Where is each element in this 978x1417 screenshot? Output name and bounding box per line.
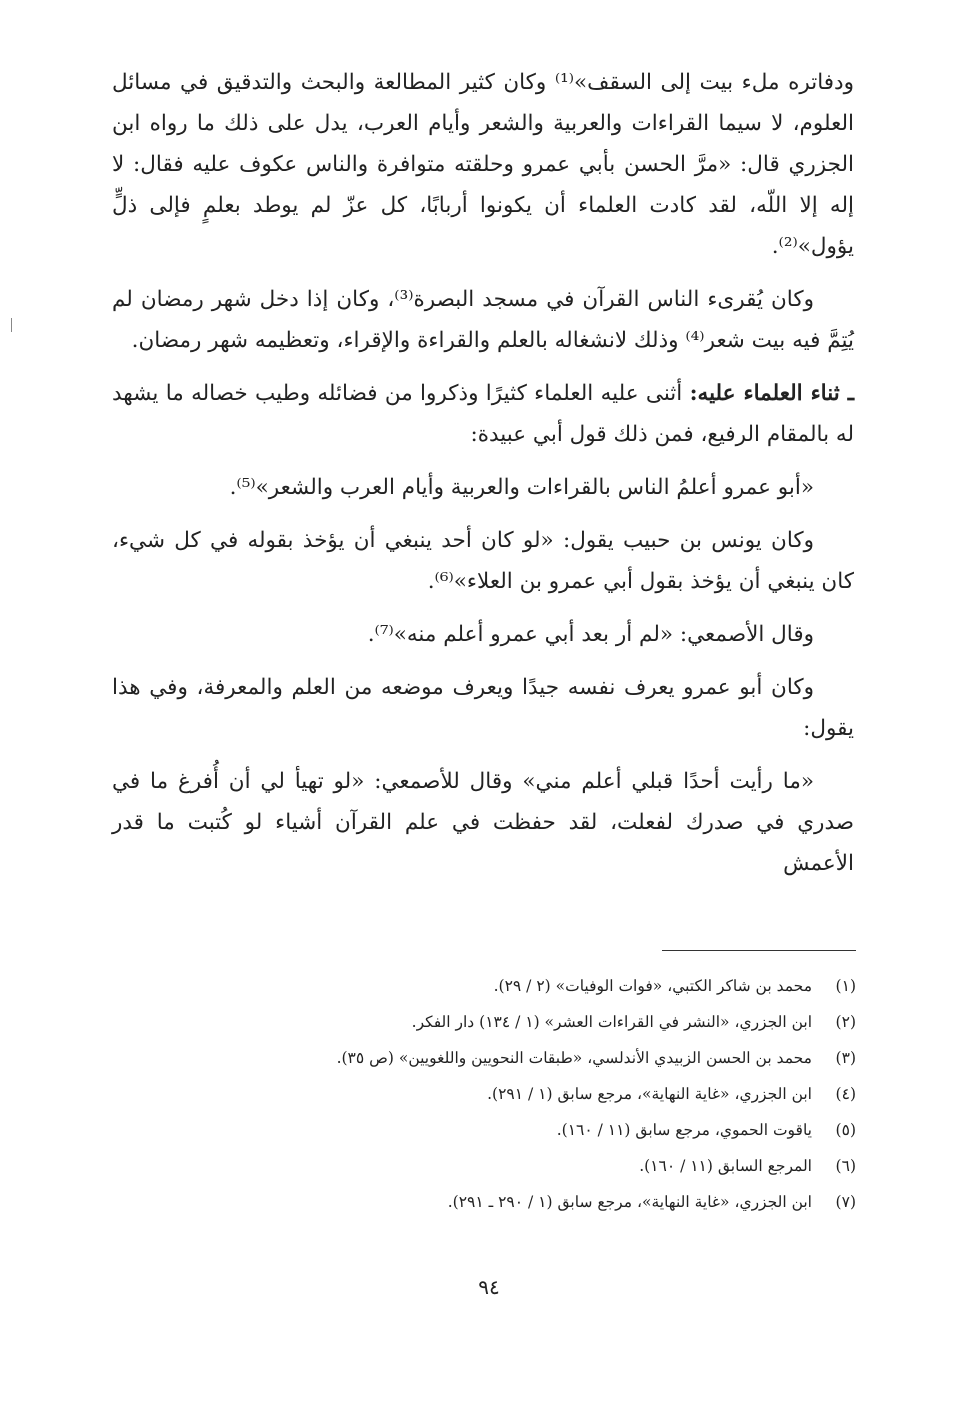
footnote-number: (١): [835, 977, 856, 995]
footnote-number: (٢): [835, 1013, 856, 1031]
footnote-number: (٧): [835, 1193, 856, 1211]
section-heading-inline: ـ ثناء العلماء عليه:: [689, 381, 854, 406]
paragraph-abu-amr: وكان أبو عمرو يعرف نفسه جيدًا ويعرف موضعه من العلم والمعرفة، وفي هذا يقول:: [112, 675, 854, 741]
paragraph-3-text: أثنى عليه العلماء كثيرًا وذكروا من فضائله وطيب خصاله ما يشهد له بالمقام الرفيع، فمن ذلك قول أبي عبيدة:: [112, 381, 854, 447]
paragraph-asmai: وقال الأصمعي: «لم أر بعد أبي عمرو أعلم منه»⁽⁷⁾.: [367, 622, 814, 647]
paragraph-2: وكان يُقرىء الناس القرآن في مسجد البصرة⁽³⁾، وكان إذا دخل شهر رمضان لم يُتِمَّ فيه بيت شعر⁽⁴⁾ وذلك لانشغاله بالعلم والقراءة والإقراء، وتعظيمه شهر رمضان.: [112, 287, 854, 353]
footnote: [200, 1076, 856, 1112]
main-text: [112, 62, 854, 884]
footnote-text: ياقوت الحموي، مرجع سابق (١١ / ١٦٠).: [556, 1121, 812, 1139]
paragraph-3: [112, 373, 854, 455]
footnote: [200, 1112, 856, 1148]
page-number: ٩٤: [478, 1275, 500, 1299]
footnote: [200, 1184, 856, 1220]
quote-abu-ubayda: «أبو عمرو أعلمُ الناس بالقراءات والعربية وأيام العرب والشعر»⁽⁵⁾.: [229, 475, 814, 500]
paragraph-1: ودفاتره ملء بيت إلى السقف»⁽¹⁾ وكان كثير المطالعة والبحث والتدقيق في مسائل العلوم، لا سيما القراءات والعربية والشعر وأيام العرب، يدل على ذلك ما رواه ابن الجزري قال: «مرَّ الحسن بأبي عمرو وحلقته متوافرة والناس عكوف عليه فقال: لا إله إلا اللّه، لقد كادت العلماء أن يكونوا أربابًا، كل عزّ لم يوطد بعلمٍ فإلى ذلٍّ يؤول»⁽²⁾.: [112, 70, 854, 259]
footnote: [200, 1004, 856, 1040]
footnote-text: المرجع السابق (١١ / ١٦٠).: [639, 1157, 812, 1175]
footnote-text: ابن الجزري، «غاية النهاية»، مرجع سابق (١ / ٢٩٠ ـ ٢٩١).: [447, 1193, 812, 1211]
footnote: [200, 968, 856, 1004]
paragraph-yunus: وكان يونس بن حبيب يقول: «لو كان أحد ينبغي أن يؤخذ بقوله في كل شيء، كان ينبغي أن يؤخذ بقول أبي عمرو بن العلاء»⁽⁶⁾.: [112, 528, 854, 594]
quote-abu-amr: «ما رأيت أحدًا قبلي أعلم مني» وقال للأصمعي: «لو تهيأ لي أن أُفرغ ما في صدري في صدرك لفعلت، لقد حفظت في علم القرآن أشياء لو كُتبت ما قدر الأعمش: [112, 769, 854, 876]
footnotes-list: [200, 968, 856, 1220]
scan-margin-mark: [11, 318, 12, 332]
footnote: [200, 1148, 856, 1184]
footnote-number: (٥): [835, 1121, 856, 1139]
footnote-text: ابن الجزري، «النشر في القراءات العشر» (١ / ١٣٤) دار الفكر.: [411, 1013, 812, 1031]
footnote: [200, 1040, 856, 1076]
footnote-text: ابن الجزري، «غاية النهاية»، مرجع سابق (١ / ٢٩١).: [487, 1085, 812, 1103]
footnote-number: (٣): [835, 1049, 856, 1067]
footnote-number: (٦): [835, 1157, 856, 1175]
footnote-text: محمد بن الحسن الزبيدي الأندلسي، «طبقات النحويين واللغويين» (ص ٣٥).: [336, 1049, 812, 1067]
footnote-text: محمد بن شاكر الكتبي، «فوات الوفيات» (٢ / ٢٩).: [493, 977, 812, 995]
footnote-divider: [662, 950, 856, 951]
footnote-number: (٤): [835, 1085, 856, 1103]
